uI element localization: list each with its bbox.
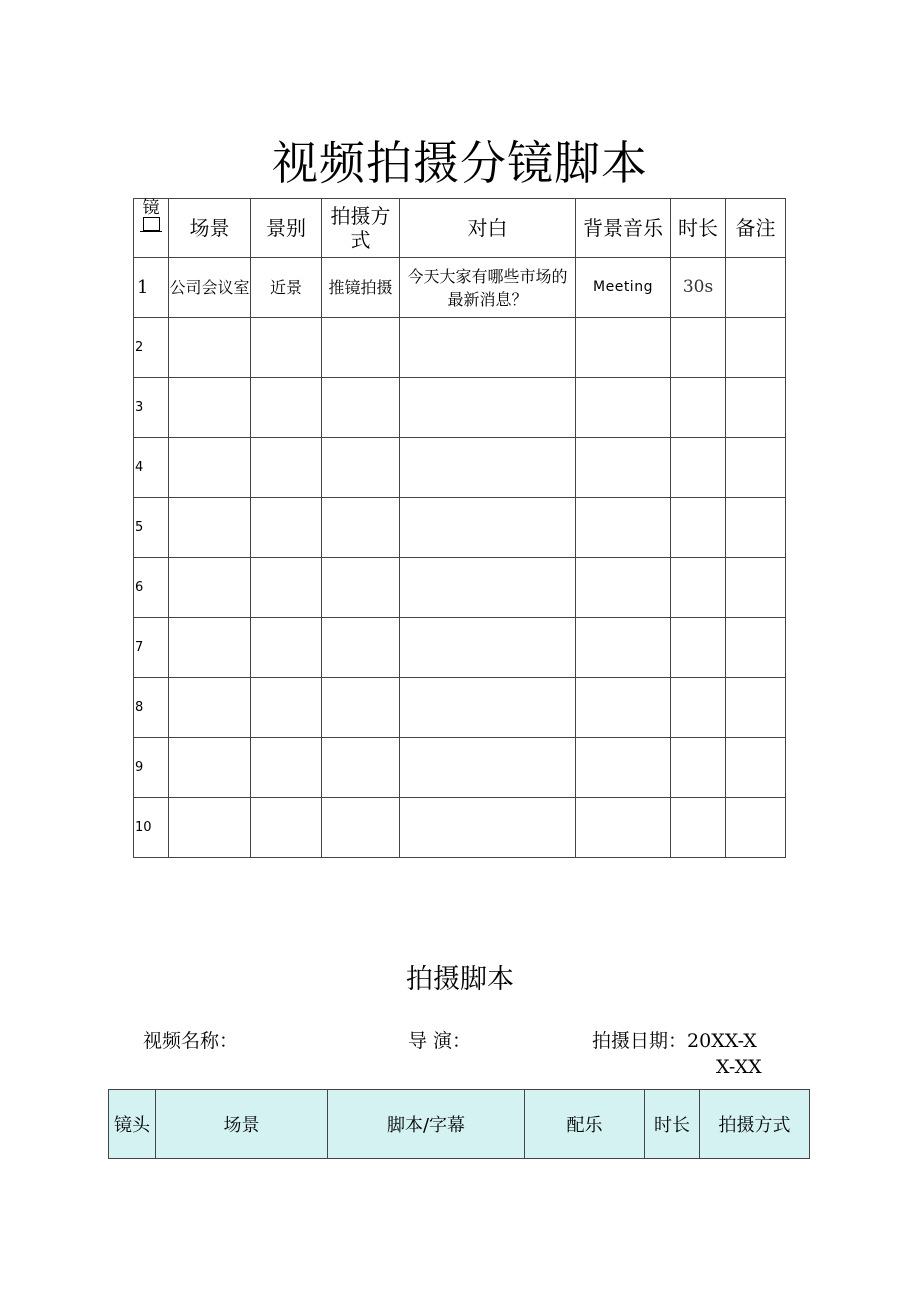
shoot-date-value: 20XX-X: [687, 1030, 757, 1052]
dialogue-cell: [400, 378, 576, 438]
notes-cell: [726, 678, 786, 738]
header-duration: 时长: [671, 199, 726, 258]
scene-cell: [169, 798, 251, 858]
notes-cell: [726, 558, 786, 618]
duration-cell: [671, 558, 726, 618]
table-row: [134, 738, 786, 798]
duration-cell: 30s: [671, 258, 726, 318]
shot-number: 9: [134, 738, 169, 798]
shot-size-cell: [251, 438, 322, 498]
method-cell: [322, 618, 400, 678]
shot-size-cell: 近景: [251, 258, 322, 318]
shot-size-cell: [251, 318, 322, 378]
scene-cell: [169, 438, 251, 498]
table-row: [134, 318, 786, 378]
method-cell: [322, 798, 400, 858]
table-row: [134, 378, 786, 438]
dialogue-cell: [400, 558, 576, 618]
header-scene: 场景: [169, 199, 251, 258]
script-table: [108, 1089, 810, 1159]
dialogue-cell: [400, 318, 576, 378]
music-cell: [576, 498, 671, 558]
director-label: 导 演：: [408, 1030, 472, 1052]
dialogue-cell: [400, 798, 576, 858]
shot-number: 1: [134, 258, 169, 318]
table-row: [134, 678, 786, 738]
duration-cell: [671, 378, 726, 438]
shoot-date: [592, 1029, 757, 1053]
music-cell: [576, 318, 671, 378]
script-title: 拍摄脚本: [406, 964, 514, 995]
shot-number: 2: [134, 318, 169, 378]
shot-number: 7: [134, 618, 169, 678]
shot-number: 4: [134, 438, 169, 498]
table-row: [134, 558, 786, 618]
music-cell: [576, 378, 671, 438]
notes-cell: [726, 318, 786, 378]
method-cell: [322, 318, 400, 378]
storyboard-header-row: [134, 199, 786, 258]
music-cell: [576, 738, 671, 798]
notes-cell: [726, 258, 786, 318]
page-title: 视频拍摄分镜脚本: [272, 136, 648, 190]
notes-cell: [726, 798, 786, 858]
method-cell: [322, 738, 400, 798]
method-cell: [322, 558, 400, 618]
script-header-scene: 场景: [156, 1090, 328, 1159]
placeholder-box-icon: [143, 217, 160, 231]
notes-cell: [726, 438, 786, 498]
shot-size-cell: [251, 798, 322, 858]
table-row: [134, 498, 786, 558]
shot-size-cell: [251, 618, 322, 678]
music-cell: [576, 678, 671, 738]
duration-cell: [671, 678, 726, 738]
shoot-date-label: 拍摄日期：: [592, 1030, 688, 1052]
table-row: [134, 798, 786, 858]
method-cell: 推镜拍摄: [322, 258, 400, 318]
dialogue-cell: 今天大家有哪些市场的最新消息？: [400, 258, 576, 318]
music-cell: [576, 798, 671, 858]
table-row: [134, 438, 786, 498]
shoot-date-value-cont: X-XX: [716, 1056, 762, 1078]
header-dialogue: 对白: [400, 199, 576, 258]
script-header-shot: 镜头: [109, 1090, 156, 1159]
dialogue-cell: [400, 678, 576, 738]
shot-number: 3: [134, 378, 169, 438]
shot-number: 6: [134, 558, 169, 618]
method-cell: [322, 678, 400, 738]
shot-size-cell: [251, 678, 322, 738]
underline: [140, 231, 162, 232]
scene-cell: [169, 498, 251, 558]
notes-cell: [726, 378, 786, 438]
duration-cell: [671, 498, 726, 558]
notes-cell: [726, 498, 786, 558]
shot-number: 8: [134, 678, 169, 738]
scene-cell: [169, 678, 251, 738]
script-header-method: 拍摄方式: [700, 1090, 810, 1159]
header-shot-size: 景别: [251, 199, 322, 258]
dialogue-cell: [400, 498, 576, 558]
shot-number: 5: [134, 498, 169, 558]
table-row: [134, 618, 786, 678]
shot-size-cell: [251, 378, 322, 438]
duration-cell: [671, 738, 726, 798]
shot-size-cell: [251, 498, 322, 558]
script-header-row: [109, 1090, 810, 1159]
shot-number: 10: [134, 798, 169, 858]
music-cell: [576, 438, 671, 498]
script-header-subtitle: 脚本/字幕: [328, 1090, 525, 1159]
shot-size-cell: [251, 558, 322, 618]
script-header-duration: 时长: [645, 1090, 700, 1159]
header-shot-label: 镜: [142, 198, 160, 218]
storyboard-table: [133, 198, 786, 858]
script-header-music: 配乐: [525, 1090, 645, 1159]
dialogue-cell: [400, 738, 576, 798]
scene-cell: [169, 738, 251, 798]
scene-cell: 公司会议室: [169, 258, 251, 318]
video-name-label: 视频名称：: [143, 1030, 239, 1052]
dialogue-cell: [400, 618, 576, 678]
duration-cell: [671, 618, 726, 678]
header-method: 拍摄方式: [322, 199, 400, 258]
dialogue-cell: [400, 438, 576, 498]
header-notes: 备注: [726, 199, 786, 258]
shot-size-cell: [251, 738, 322, 798]
scene-cell: [169, 558, 251, 618]
method-cell: [322, 378, 400, 438]
scene-cell: [169, 618, 251, 678]
table-row: [134, 258, 786, 318]
duration-cell: [671, 438, 726, 498]
scene-cell: [169, 378, 251, 438]
header-shot: [134, 199, 169, 258]
music-cell: [576, 558, 671, 618]
notes-cell: [726, 738, 786, 798]
duration-cell: [671, 798, 726, 858]
music-cell: [576, 618, 671, 678]
notes-cell: [726, 618, 786, 678]
scene-cell: [169, 318, 251, 378]
header-music: 背景音乐: [576, 199, 671, 258]
music-cell: Meeting: [576, 258, 671, 318]
method-cell: [322, 438, 400, 498]
duration-cell: [671, 318, 726, 378]
method-cell: [322, 498, 400, 558]
